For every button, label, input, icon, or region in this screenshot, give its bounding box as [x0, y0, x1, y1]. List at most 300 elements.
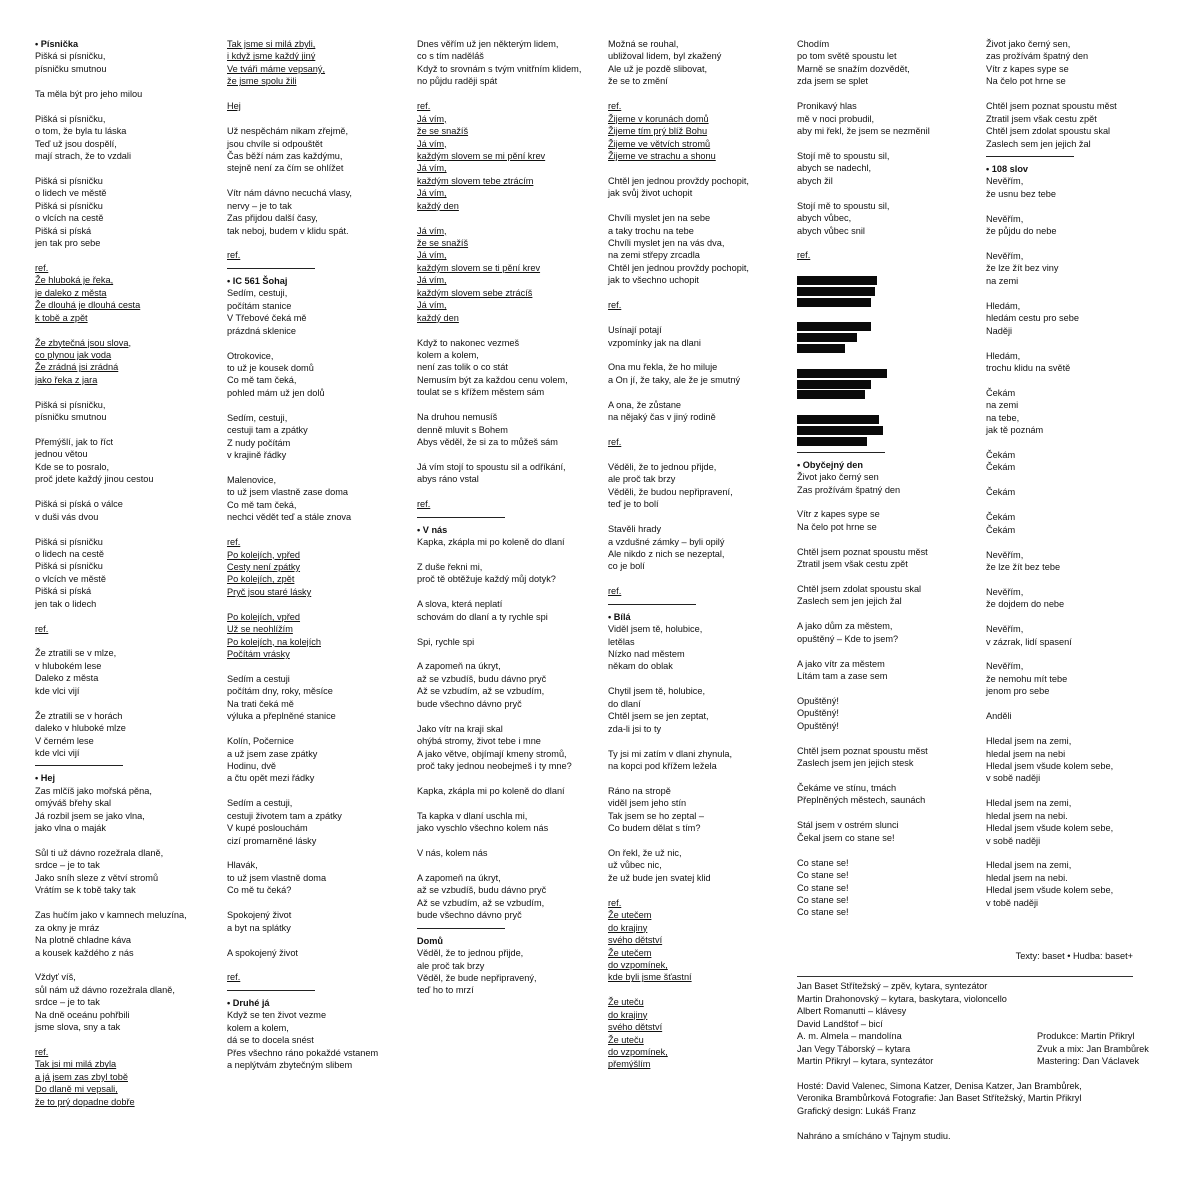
lyric-line — [417, 200, 599, 212]
lyric-line: Vítr nám dávno necuchá vlasy, — [227, 188, 352, 199]
lyric-line: Anděli — [986, 711, 1012, 722]
lyric-line — [227, 50, 409, 62]
lyric-line: Tak jsem se ho zeptal – — [608, 810, 705, 821]
refrain-text: Že zrádná jsi zrádná — [35, 362, 119, 373]
lyric-line: v sobě naději — [986, 835, 1041, 846]
lyric-line: zda-li jsi to ty — [608, 723, 662, 734]
refrain-text: ref. — [417, 499, 431, 510]
refrain-text: že se snažíš — [417, 238, 469, 248]
lyric-line: Přemýšlí, jak to říct — [35, 437, 114, 447]
lyric-line: Chytil jsem tě, holubice, — [608, 686, 706, 697]
lyric-line: Nevěřím, — [986, 624, 1024, 635]
lyric-line: Hlavák, — [227, 860, 258, 871]
lyric-line: Na druhou nemusíš — [417, 412, 498, 423]
lyric-line: Co stane se! — [797, 882, 849, 893]
stanza-gap — [227, 598, 409, 610]
song-divider — [986, 156, 1074, 157]
refrain-text: Žijeme ve větvích stromů — [608, 138, 711, 149]
refrain-text: Že utečem — [608, 910, 652, 921]
refrain-text: každý den — [417, 312, 459, 323]
refrain-text: ref. — [227, 250, 241, 261]
stanza-gap — [797, 88, 979, 100]
lyric-line: do dlaní — [608, 698, 641, 709]
stanza-gap — [35, 697, 217, 709]
lyric-line: že půjdu do nebe — [986, 226, 1057, 237]
lyric-line: srdce – je to tak — [35, 860, 100, 871]
lyric-line — [608, 1009, 790, 1021]
stanza-gap — [986, 499, 1168, 511]
refrain-text: a já jsem zas zbyl tobě — [35, 1071, 128, 1082]
lyric-line — [35, 1071, 217, 1083]
lyric-line: Když se ten život vezme — [227, 1010, 327, 1021]
stanza-gap — [227, 897, 409, 909]
lyric-line: jenom pro sebe — [986, 686, 1050, 697]
stanza-gap — [227, 88, 409, 100]
lyric-line: Na plotně chladne káva — [35, 935, 132, 946]
stanza-gap — [608, 312, 790, 324]
lyric-line: Co mě tu čeká? — [227, 885, 292, 896]
stanza-gap — [986, 200, 1168, 212]
song-title: • V nás — [417, 524, 448, 535]
lyric-line: Nevěřím, — [986, 251, 1024, 261]
musician-credit: Martin Drahonovský – kytara, baskytara, violoncello — [797, 993, 1007, 1004]
stanza-gap — [797, 645, 979, 657]
lyric-line: A zapomeň na úkryt, — [417, 872, 501, 883]
lyric-line: trochu klidu na světě — [986, 362, 1071, 373]
refrain-text: ref. — [797, 250, 811, 261]
refrain-text: přemýšlím — [608, 1059, 651, 1070]
lyric-line: Opuštěný! — [797, 720, 839, 731]
lyric-line: V nás, kolem nás — [417, 848, 488, 858]
stanza-gap — [608, 88, 790, 100]
lyric-line: Usínají potají — [608, 325, 662, 336]
lyric-line: mě v noci probudil, — [797, 113, 875, 124]
stanza-gap — [227, 959, 409, 971]
lyric-line — [35, 1096, 217, 1108]
lyric-line: ale proč tak brzy — [417, 960, 485, 971]
lyric-line: Pišká si písničku, — [35, 399, 106, 410]
lyric-line: omýváš břehy skal — [35, 798, 112, 809]
lyric-line: o vlcích na cestě — [35, 213, 104, 224]
lyric-line: abys ráno vstal — [417, 474, 479, 485]
stanza-gap — [35, 635, 217, 647]
lyric-line — [608, 959, 790, 971]
redacted-line — [797, 437, 867, 446]
lyric-line — [608, 922, 790, 934]
stanza-gap — [35, 75, 217, 87]
stanza-gap — [417, 772, 599, 784]
lyric-line: Hledal jsem všude kolem sebe, — [986, 823, 1114, 834]
lyric-line — [35, 262, 217, 274]
refrain-text: ref. — [35, 262, 49, 273]
lyric-line: není zas tolik o co stát — [417, 362, 508, 373]
song-divider — [797, 452, 885, 453]
lyric-line: jako vlna o maják — [35, 823, 106, 834]
lyric-line: a kousek každého z nás — [35, 947, 134, 958]
stanza-gap — [986, 287, 1168, 299]
refrain-text: Já vím, — [417, 225, 447, 236]
lyric-line: Co mě tam čeká, — [227, 375, 297, 386]
guest-credit: Veronika Brambůrková Fotografie: Jan Baset Střítežský, Martin Přikryl — [797, 1093, 1082, 1104]
stanza-gap — [417, 648, 599, 660]
lyric-line — [227, 549, 409, 561]
stanza-gap — [227, 723, 409, 735]
lyric-line: Možná se rouhal, — [608, 39, 679, 49]
lyric-line: Chtěl jen jednou provždy pochopit, — [608, 175, 749, 186]
lyric-line: Lítám tam a zase sem — [797, 671, 888, 682]
lyric-line: proč jdete každý jinou cestou — [35, 474, 154, 485]
lyric-line: Čekáme ve stínu, tmách — [797, 783, 897, 793]
stanza-gap — [35, 162, 217, 174]
refrain-text: kde byli jsme šťastní — [608, 972, 692, 983]
song-title: • Obyčejný den — [797, 459, 864, 470]
lyric-line: hledám cestu pro sebe — [986, 313, 1079, 324]
stanza-gap — [608, 424, 790, 436]
refrain-text: jako řeka z jara — [35, 374, 98, 385]
lyric-line: Věděli, že to jednou přijde, — [608, 461, 717, 472]
stanza-gap — [608, 735, 790, 747]
stanza-gap — [986, 611, 1168, 623]
production-credit: Mastering: Dan Václavek — [1037, 1056, 1140, 1067]
lyrics-column-5 — [797, 38, 979, 919]
lyric-line: jen tak o lidech — [35, 598, 97, 609]
stanza-gap — [227, 785, 409, 797]
refrain-text: Ve tváři máme vepsaný, — [227, 63, 326, 74]
guest-credit: Hosté: David Valenec, Simona Katzer, Denisa Katzer, Jan Brambůrek, — [797, 1080, 1082, 1091]
lyric-line: cizí promarněné lásky — [227, 835, 317, 846]
stanza-gap — [797, 237, 979, 249]
lyric-line: a On jí, že taky, ale že je smutný — [608, 374, 741, 385]
lyric-line: hledal jsem na nebi. — [986, 872, 1068, 883]
production-credit: Produkce: Martin Přikryl — [1037, 1031, 1135, 1042]
stanza-gap — [986, 88, 1168, 100]
lyric-line: na zemi — [986, 400, 1019, 411]
redacted-line — [797, 276, 877, 285]
song-title: • IC 561 Šohaj — [227, 275, 288, 286]
lyric-line — [417, 498, 599, 510]
lyric-line: Hledal jsem na zemi, — [986, 860, 1072, 871]
lyric-line: Stojí mě to spoustu sil, — [797, 200, 890, 211]
refrain-text: každý den — [417, 200, 459, 211]
lyric-line — [35, 299, 217, 311]
lyric-line — [417, 225, 599, 237]
lyric-line: jednou větou — [35, 449, 88, 460]
lyric-line: Ztratil jsem však cestu zpět — [797, 559, 908, 570]
redacted-line — [797, 369, 887, 378]
lyric-line — [608, 436, 790, 448]
lyric-line — [35, 623, 217, 635]
lyric-line: na zemi — [986, 275, 1019, 286]
lyric-line — [227, 586, 409, 598]
musician-credit: Albert Romanutti – klávesy — [797, 1006, 907, 1017]
refrain-text: Já vím, — [417, 300, 447, 311]
lyric-line — [227, 611, 409, 623]
lyric-line: Čekám — [986, 487, 1016, 498]
lyric-line: Až se vzbudím, až se vzbudím, — [417, 897, 545, 908]
refrain-text: Já vím, — [417, 138, 447, 149]
lyric-line: stejně není za čím se ohlížet — [227, 163, 344, 174]
refrain-text: Že uteču — [608, 1034, 644, 1045]
lyric-line: viděl jsem jeho stín — [608, 798, 687, 809]
lyric-line — [608, 934, 790, 946]
lyric-line: Až se vzbudím, až se vzbudím, — [417, 686, 545, 697]
lyric-line: Daleko z města — [35, 673, 99, 684]
lyric-line: Čekal jsem co stane se! — [797, 832, 895, 843]
lyric-line: Nevěřím, — [986, 586, 1024, 597]
lyric-line: abych žil — [797, 175, 833, 186]
lyric-line: Jako vítr na kraji skal — [417, 723, 503, 734]
redacted-line — [797, 390, 865, 399]
lyric-line: kolem a kolem, — [417, 349, 479, 360]
stanza-gap — [797, 308, 979, 320]
lyric-line: Otrokovice, — [227, 350, 274, 361]
stanza-gap — [797, 608, 979, 620]
lyric-line: V kupé poslouchám — [227, 823, 308, 834]
lyric-line: a taky trochu na tebe — [608, 225, 694, 236]
lyric-line — [227, 648, 409, 660]
lyric-line: Ta měla být pro jeho milou — [35, 88, 143, 99]
lyric-line — [608, 100, 790, 112]
musician-credit: Martin Přikryl – kytara, syntezátor — [797, 1056, 934, 1067]
stanza-gap — [35, 424, 217, 436]
lyric-line: Co stane se! — [797, 870, 849, 881]
stanza-gap — [35, 1034, 217, 1046]
lyric-line: Sedím a cestuji — [227, 673, 290, 684]
lyric-line: Stál jsem v ostrém slunci — [797, 820, 899, 831]
lyric-line: Ta kapka v dlaní uschla mi, — [417, 810, 528, 821]
refrain-text: Hej — [227, 101, 241, 112]
song-title: • Písnička — [35, 39, 79, 49]
lyric-line: a neplýtvám zbytečným slibem — [227, 1060, 353, 1070]
song-title: Domů — [417, 935, 444, 946]
lyric-line: hledal jsem na nebi. — [986, 810, 1068, 821]
refrain-text: Po kolejích, vpřed — [227, 549, 301, 560]
lyric-line: Pronikavý hlas — [797, 101, 857, 112]
refrain-text: Už se neohlížím — [227, 624, 293, 635]
stanza-gap — [417, 212, 599, 224]
lyric-line: Chvíli myslet jen na vás dva, — [608, 238, 725, 248]
refrain-text: Že dlouhá je dlouhá cesta — [35, 300, 141, 311]
lyric-line: o lidech ve městě — [35, 188, 107, 199]
stanza-gap — [797, 533, 979, 545]
lyric-line: Nevěřím, — [986, 213, 1024, 224]
lyric-line: až se vzbudíš, budu dávno pryč — [417, 673, 547, 684]
texty-hudba-credit: Texty: baset • Hudba: baset+ — [1015, 951, 1133, 961]
song-title: • 108 slov — [986, 163, 1029, 174]
stanza-gap — [35, 249, 217, 261]
stanza-gap — [227, 660, 409, 672]
lyric-line: Hledal jsem na zemi, — [986, 736, 1072, 747]
lyric-line: Čekám — [986, 450, 1016, 460]
refrain-text: do krajiny — [608, 1009, 648, 1020]
lyric-line: Pišká si píská o válce — [35, 499, 123, 510]
stanza-gap — [608, 287, 790, 299]
stanza-gap — [608, 573, 790, 585]
lyric-line: Spokojený život — [227, 910, 292, 921]
lyric-line: v zázrak, lidí spasení — [986, 636, 1072, 647]
lyric-line: Ty jsi mi zatím v dlani zhynula, — [608, 748, 733, 759]
refrain-text: každým slovem sebe ztrácíš — [417, 287, 533, 298]
lyric-line: toulat se s křížem městem sám — [417, 387, 545, 398]
lyric-line: Pišká si písničku, — [35, 113, 106, 124]
refrain-text: Po kolejích, na kolejích — [227, 636, 321, 647]
lyric-line: mají strach, že to vzdali — [35, 150, 131, 161]
stanza-gap — [35, 959, 217, 971]
lyric-line: sůl nám už dávno rozežrala dlaně, — [35, 984, 175, 995]
lyric-line: Co stane se! — [797, 894, 849, 905]
lyric-line — [608, 1058, 790, 1070]
stanza-gap — [35, 386, 217, 398]
refrain-text: Tak jsi mi milá zbyla — [35, 1059, 117, 1070]
stanza-gap — [417, 549, 599, 561]
refrain-text: do vzpomínek, — [608, 959, 668, 970]
lyric-line — [608, 909, 790, 921]
lyric-line — [35, 361, 217, 373]
lyric-line: Pišká si písničku, — [35, 51, 106, 62]
lyric-line: v hlubokém lese — [35, 660, 102, 671]
lyric-line — [227, 573, 409, 585]
lyric-line: Věděli, že budou nepřipravení, — [608, 486, 733, 497]
lyrics-column-6 — [986, 38, 1168, 909]
lyric-line: že už bude jen svatej klid — [608, 872, 711, 883]
lyric-line: že lze žít bez tebe — [986, 561, 1061, 572]
lyric-line: Nemusím být za každou cenu volem, — [417, 374, 568, 385]
lyric-line: ohýbá stromy, život tebe i mne — [417, 736, 541, 747]
lyric-line: Chtěl jsem poznat spoustu měst — [986, 101, 1117, 112]
lyric-line: Zaslech jsem jen jejich stesk — [797, 758, 914, 769]
refrain-text: Tak jsme si milá zbyli, — [227, 39, 316, 49]
stanza-gap — [986, 536, 1168, 548]
lyric-line — [608, 113, 790, 125]
stanza-gap — [986, 847, 1168, 859]
lyric-line: abych vůbec snil — [797, 225, 865, 236]
production-credit: Zvuk a mix: Jan Brambůrek — [1037, 1043, 1149, 1054]
lyric-line — [227, 623, 409, 635]
lyric-line: abych se nadechl, — [797, 163, 872, 174]
lyric-line: schovám do dlaní a ty rychle spi — [417, 611, 548, 622]
stanza-gap — [986, 785, 1168, 797]
stanza-gap — [35, 324, 217, 336]
lyric-line: Věděl, že bude nepřipravený, — [417, 972, 537, 983]
lyric-line: Na dně oceánu pohřbili — [35, 1009, 130, 1020]
lyric-line — [608, 138, 790, 150]
refrain-text: Počítám vrásky — [227, 649, 290, 659]
lyric-line: Přes všechno ráno pokaždé vstanem — [227, 1047, 379, 1058]
lyric-line: proč taky jednou neobejmeš i ty mne? — [417, 760, 572, 771]
lyric-line: Když to nakonec vezmeš — [417, 337, 520, 348]
refrain-text: Do dlaně mi vepsali, — [35, 1084, 118, 1095]
stanza-gap — [797, 262, 979, 274]
stanza-gap — [417, 399, 599, 411]
lyric-line: na zemi střepy zrcadla — [608, 250, 700, 261]
lyric-line: jak svůj život uchopit — [608, 188, 693, 199]
lyric-line — [608, 897, 790, 909]
lyric-line: Nevěřím, — [986, 661, 1024, 672]
stanza-gap — [227, 934, 409, 946]
lyric-line: A zapomeň na úkryt, — [417, 661, 501, 672]
refrain-text: Že uteču — [608, 997, 644, 1008]
stanza-gap — [608, 984, 790, 996]
lyric-line: cestuji životem tam a zpátky — [227, 810, 342, 821]
lyric-line: už vůbec nic, — [608, 860, 662, 871]
lyric-line — [35, 1058, 217, 1070]
guest-credit: Grafický design: Lukáš Franz — [797, 1105, 916, 1116]
refrain-text: Já vím, — [417, 188, 447, 199]
lyric-line: nervy – je to tak — [227, 200, 292, 211]
stanza-gap — [417, 586, 599, 598]
stanza-gap — [417, 710, 599, 722]
lyric-line: Už nespěchám nikam zřejmě, — [227, 126, 349, 137]
stanza-gap — [227, 113, 409, 125]
stanza-gap — [986, 337, 1168, 349]
refrain-text: ref. — [35, 1047, 49, 1057]
lyric-line — [608, 150, 790, 162]
lyric-line: Na čelo pot hrne se — [797, 521, 877, 532]
lyric-line: že dojdem do nebe — [986, 599, 1065, 610]
lyric-line — [608, 299, 790, 311]
lyric-line: jsou chvíle si odpouštět — [227, 138, 323, 149]
stanza-gap — [417, 623, 599, 635]
refrain-text: je daleko z města — [35, 287, 107, 298]
stanza-gap — [797, 732, 979, 744]
lyric-line: no půjdu raději spát — [417, 76, 498, 87]
lyric-line: Chtěl jsem zdolat spoustu skal — [797, 584, 922, 594]
lyric-line: V černém lese — [35, 735, 94, 746]
lyric-line: Kapka, zkápla mi po koleně do dlaní — [417, 785, 565, 796]
redacted-line — [797, 333, 857, 342]
refrain-text: každým slovem se mi pění krev — [417, 150, 546, 161]
lyric-line: Zas prožívám špatný den — [797, 484, 901, 495]
lyric-line: A ona, že zůstane — [608, 399, 682, 410]
lyric-line: Vítr z kapes sype se — [797, 509, 880, 520]
lyric-line — [227, 63, 409, 75]
lyric-line: písničku smutnou — [35, 412, 107, 423]
lyric-line: že lze žít bez viny — [986, 263, 1059, 274]
song-divider — [417, 928, 505, 929]
refrain-text: svého dětství — [608, 935, 663, 946]
lyric-line: Přeplněných městech, saunách — [797, 795, 926, 806]
lyric-line: ubližoval lidem, byl zkažený — [608, 51, 722, 62]
lyric-line: Zas hučím jako v kamnech meluzína, — [35, 910, 187, 921]
stanza-gap — [417, 835, 599, 847]
lyric-line: Věděl, že to jednou přijde, — [417, 948, 524, 959]
lyric-line: A jako dům za městem, — [797, 621, 893, 632]
lyric-line: Viděl jsem tě, holubice, — [608, 624, 703, 635]
lyric-line: a už jsem zase zpátky — [227, 748, 318, 759]
lyric-line: Ráno na stropě — [608, 785, 671, 796]
lyric-line: za okny je mráz — [35, 922, 100, 933]
lyric-line: Co budem dělat s tím? — [608, 823, 701, 834]
refrain-text: Já vím, — [417, 163, 447, 174]
lyric-line: cestuji tam a zpátky — [227, 425, 308, 436]
lyric-line: Pišká si písničku — [35, 200, 103, 211]
lyric-line: Chvíli myslet jen na sebe — [608, 213, 711, 224]
lyric-line: Já rozbil jsem se jako vlna, — [35, 810, 145, 821]
redacted-line — [797, 426, 883, 435]
lyric-line: Marně se snažím dozvědět, — [797, 63, 910, 74]
lyric-line — [227, 636, 409, 648]
lyric-line — [608, 1021, 790, 1033]
lyric-line: to už jsem vlastně zase doma — [227, 487, 349, 498]
stanza-gap — [35, 486, 217, 498]
lyric-line: Chtěl jsem poznat spoustu měst — [797, 745, 928, 756]
lyric-line: Sůl ti už dávno rozežrala dlaně, — [35, 848, 164, 858]
refrain-text: Po kolejích, vpřed — [227, 611, 301, 622]
stanza-gap — [417, 324, 599, 336]
lyric-line: o tom, že byla tu láska — [35, 126, 127, 137]
stanza-gap — [35, 610, 217, 622]
lyric-line: Co mě tam čeká, — [227, 499, 297, 510]
